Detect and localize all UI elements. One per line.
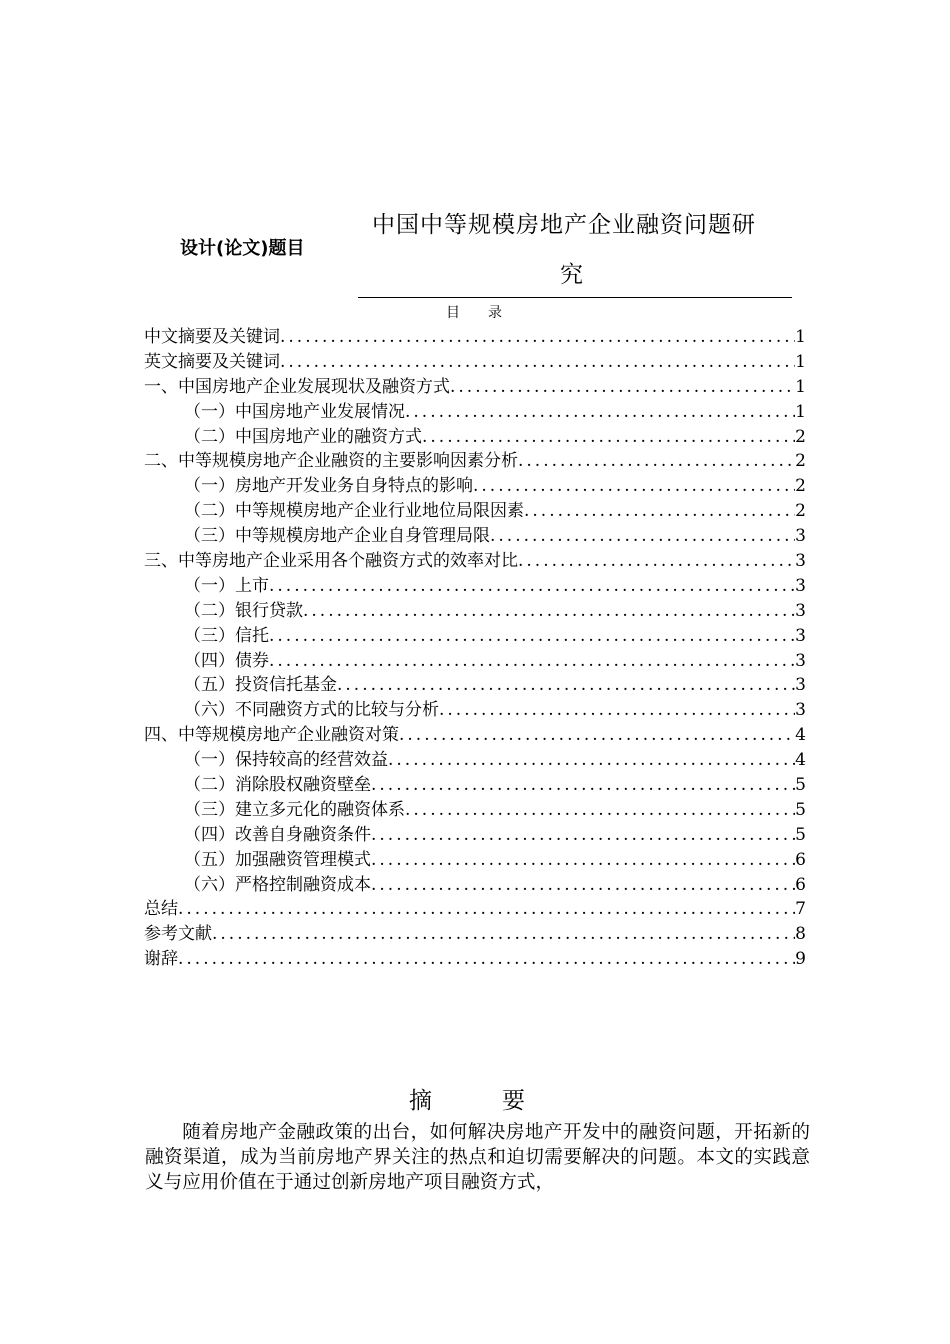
toc-entry-text: （二）中等规模房地产企业行业地位局限因素	[184, 501, 524, 522]
toc-leader-dots	[439, 698, 795, 723]
toc-leader-dots	[405, 400, 795, 425]
toc-entry-text: （四）债券	[184, 650, 269, 671]
toc-entry	[144, 947, 806, 972]
toc-entry-page: 6	[795, 849, 806, 870]
toc-entry-text: （三）信托	[184, 625, 269, 646]
toc-entry	[144, 723, 806, 748]
toc-entry-page: 4	[795, 750, 806, 771]
toc-leader-dots	[280, 350, 795, 375]
toc-leader-dots	[399, 723, 795, 748]
toc-entry	[144, 624, 806, 649]
toc-entry-page: 5	[795, 775, 806, 796]
toc-entry-text: （一）上市	[184, 575, 269, 596]
toc-entry-page: 1	[795, 401, 806, 422]
toc-entry-page: 3	[795, 675, 806, 696]
toc-leader-dots	[518, 449, 795, 474]
toc-entry-text: 总结	[144, 899, 178, 920]
toc-leader-dots	[450, 375, 795, 400]
toc-entry-page: 2	[795, 451, 806, 472]
toc-entry	[144, 524, 806, 549]
toc-entry-text: （二）银行贷款	[184, 600, 303, 621]
toc-entry-text: 二、中等规模房地产企业融资的主要影响因素分析	[144, 451, 518, 472]
toc-entry	[144, 773, 806, 798]
toc-entry-text: （二）中国房地产业的融资方式	[184, 426, 422, 447]
toc-entry	[144, 873, 806, 898]
toc-entry	[144, 574, 806, 599]
toc-entry-page: 3	[795, 625, 806, 646]
toc-leader-dots	[269, 574, 795, 599]
toc-entry	[144, 449, 806, 474]
toc-entry-text: （五）加强融资管理模式	[184, 849, 371, 870]
toc-entry-page: 3	[795, 650, 806, 671]
toc-entry-text: （一）房地产开发业务自身特点的影响	[184, 476, 473, 497]
toc-leader-dots	[518, 549, 795, 574]
toc-leader-dots	[371, 848, 795, 873]
toc-entry-page: 3	[795, 551, 806, 572]
toc-leader-dots	[371, 773, 795, 798]
toc-entry	[144, 922, 806, 947]
toc-entry-page: 3	[795, 575, 806, 596]
toc-entry	[144, 823, 806, 848]
toc-entry-text: 一、中国房地产企业发展现状及融资方式	[144, 376, 450, 397]
toc-entry-page: 2	[795, 501, 806, 522]
toc-entry-page: 5	[795, 799, 806, 820]
toc-leader-dots	[303, 599, 795, 624]
toc-leader-dots	[490, 524, 795, 549]
toc-entry-text: 英文摘要及关键词	[144, 351, 280, 372]
toc-entry-text: （六）严格控制融资成本	[184, 874, 371, 895]
toc-leader-dots	[371, 873, 795, 898]
toc-leader-dots	[337, 673, 795, 698]
toc-leader-dots	[405, 798, 795, 823]
toc-entry-page: 2	[795, 426, 806, 447]
toc-entry-text: 参考文献	[144, 924, 212, 945]
toc-entry-page: 7	[795, 899, 806, 920]
abstract-heading: 摘要	[409, 1088, 595, 1114]
toc-entry-page: 5	[795, 824, 806, 845]
toc-leader-dots	[280, 325, 795, 350]
toc-entry	[144, 748, 806, 773]
toc-entry-page: 3	[795, 526, 806, 547]
title-underline	[358, 297, 792, 298]
abstract-body: 随着房地产金融政策的出台，如何解决房地产开发中的融资问题，开拓新的融资渠道，成为当前房地产界关注的热点和迫切需要解决的问题。本文的实践意义与应用价值在于通过创新房地产项目融资方式，	[145, 1122, 810, 1193]
thesis-title-label: 设计(论文)题目	[180, 238, 305, 259]
toc-entry	[144, 649, 806, 674]
toc-leader-dots	[178, 947, 795, 972]
toc-leader-dots	[388, 748, 795, 773]
toc-entry-page: 1	[795, 376, 806, 397]
toc-entry	[144, 474, 806, 499]
toc-entry-text: 谢辞	[144, 949, 178, 970]
toc-entry-text: （六）不同融资方式的比较与分析	[184, 700, 439, 721]
toc-leader-dots	[371, 823, 795, 848]
toc-entry	[144, 375, 806, 400]
toc-entry-page: 6	[795, 874, 806, 895]
toc-entry	[144, 599, 806, 624]
toc-entry	[144, 698, 806, 723]
toc-entry	[144, 549, 806, 574]
toc-entry-page: 3	[795, 600, 806, 621]
toc-entry-text: （一）中国房地产业发展情况	[184, 401, 405, 422]
toc-leader-dots	[212, 922, 795, 947]
toc-entry-text: （三）中等规模房地产企业自身管理局限	[184, 526, 490, 547]
toc-entry-text: （二）消除股权融资壁垒	[184, 775, 371, 796]
toc-entry	[144, 848, 806, 873]
toc-entry-text: （一）保持较高的经营效益	[184, 750, 388, 771]
toc-leader-dots	[178, 897, 795, 922]
toc-entry-text: 三、中等房地产企业采用各个融资方式的效率对比	[144, 551, 518, 572]
toc-entry-page: 8	[795, 924, 806, 945]
toc-entry-page: 4	[795, 725, 806, 746]
toc-entry	[144, 350, 806, 375]
toc-leader-dots	[473, 474, 795, 499]
toc-entry	[144, 400, 806, 425]
toc-leader-dots	[269, 624, 795, 649]
toc-entry-page: 1	[795, 351, 806, 372]
toc-entry-page: 3	[795, 700, 806, 721]
toc-entry-text: （五）投资信托基金	[184, 675, 337, 696]
toc-entry-text: 四、中等规模房地产企业融资对策	[144, 725, 399, 746]
toc-entry-text: 中文摘要及关键词	[144, 327, 280, 347]
table-of-contents	[144, 325, 806, 972]
toc-entry	[144, 673, 806, 698]
toc-leader-dots	[524, 499, 795, 524]
toc-heading: 目录	[446, 305, 530, 321]
toc-entry-page: 2	[795, 476, 806, 497]
toc-entry-page: 1	[795, 327, 806, 347]
toc-entry-text: （三）建立多元化的融资体系	[184, 799, 405, 820]
toc-entry-page: 9	[795, 949, 806, 970]
toc-entry	[144, 425, 806, 450]
toc-entry-text: （四）改善自身融资条件	[184, 824, 371, 845]
toc-leader-dots	[422, 425, 795, 450]
toc-entry	[144, 897, 806, 922]
toc-entry	[144, 325, 806, 350]
thesis-title-line-1: 中国中等规模房地产企业融资问题研	[372, 212, 756, 238]
toc-leader-dots	[269, 649, 795, 674]
thesis-title-line-2: 究	[560, 262, 583, 288]
toc-entry	[144, 499, 806, 524]
toc-entry	[144, 798, 806, 823]
